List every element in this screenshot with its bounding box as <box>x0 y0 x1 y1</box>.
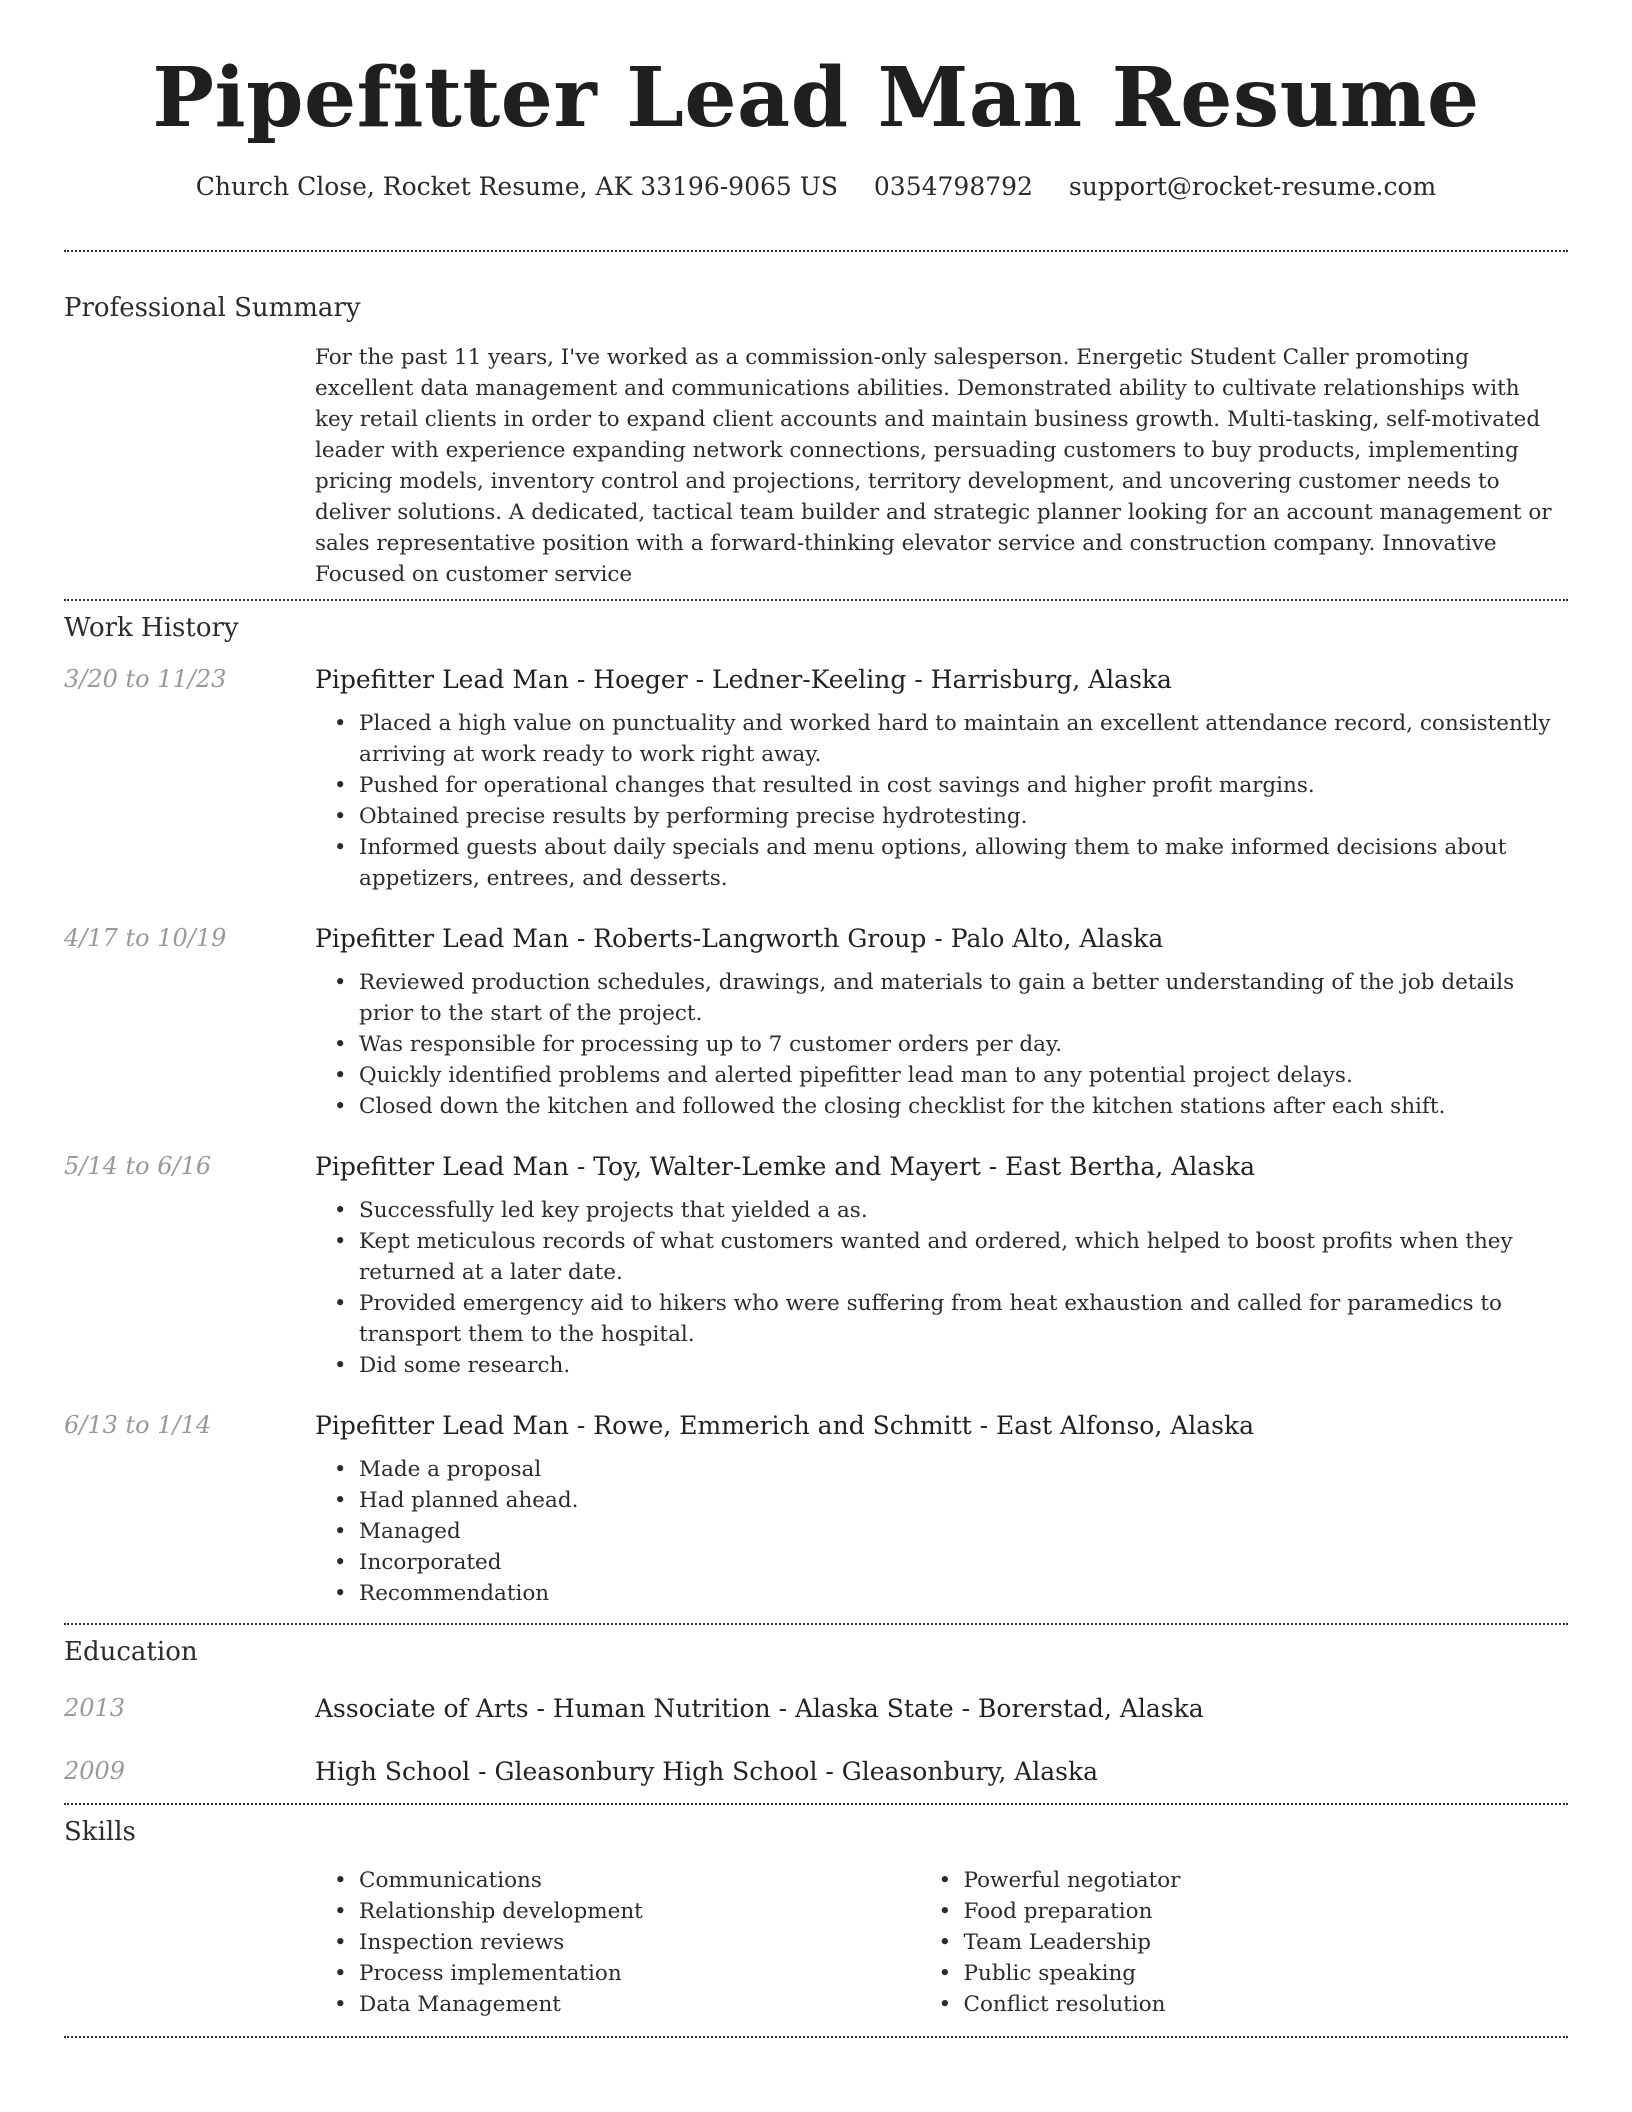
divider <box>64 2036 1568 2038</box>
job-title: Pipefitter Lead Man - Rowe, Emmerich and Schmitt - East Alfonso, Alaska <box>315 1411 1255 1440</box>
job-title: Pipefitter Lead Man - Hoeger - Ledner-Keeling - Harrisburg, Alaska <box>315 665 1172 694</box>
job-bullet: • Quickly identified problems and alerted pipefitter lead man to any potential project delays. <box>359 1060 1569 1091</box>
work-heading: Work History <box>64 613 239 643</box>
job-bullets <box>359 1454 1569 1609</box>
summary-text: For the past 11 years, I've worked as a commission-only salesperson. Energetic Student Caller promoting excellent data management and communications abilities. Demonstrated ability to cultivate relationships with key retail clients in order to expand client accounts and maintain business growth. Multi-tasking, self-motivated leader with experience expanding network connections, persuading customers to buy products, implementing pricing models, inventory control and projections, territory development, and uncovering customer needs to deliver solutions. A dedicated, tactical team builder and strategic planner looking for an account management or sales representative position with a forward-thinking elevator service and construction company. Innovative Focused on customer service <box>315 345 1552 587</box>
job-bullets <box>359 708 1569 894</box>
contact-address: Church Close, Rocket Resume, AK 33196-9065 US <box>195 172 838 201</box>
contact-phone: 0354798792 <box>873 172 1033 201</box>
skill-item: • Communications <box>359 1865 964 1896</box>
skill-item: • Public speaking <box>964 1958 1569 1989</box>
summary-heading: Professional Summary <box>64 293 361 323</box>
skill-item: • Relationship development <box>359 1896 964 1927</box>
job-bullet: • Had planned ahead. <box>359 1485 1569 1516</box>
skills-section <box>64 1805 1568 2020</box>
skill-item: • Process implementation <box>359 1958 964 1989</box>
skills-list-right <box>964 1865 1569 2020</box>
skills-heading: Skills <box>64 1817 136 1847</box>
job-entry <box>64 1411 1568 1609</box>
skill-item: • Conflict resolution <box>964 1989 1569 2020</box>
skills-list-left <box>359 1865 964 2020</box>
job-bullet: • Did some research. <box>359 1350 1569 1381</box>
job-dates: 3/20 to 11/23 <box>64 665 227 693</box>
education-year: 2009 <box>64 1757 126 1785</box>
job-bullet: • Pushed for operational changes that resulted in cost savings and higher profit margins. <box>359 770 1569 801</box>
summary-section <box>64 252 1568 590</box>
job-bullet: • Successfully led key projects that yielded a as. <box>359 1195 1569 1226</box>
job-dates: 5/14 to 6/16 <box>64 1152 212 1180</box>
work-section <box>64 601 1568 1609</box>
contact-line <box>64 172 1568 208</box>
job-bullets <box>359 967 1569 1122</box>
job-bullet: • Recommendation <box>359 1578 1569 1609</box>
skill-item: • Data Management <box>359 1989 964 2020</box>
skill-item: • Team Leadership <box>964 1927 1569 1958</box>
education-title: Associate of Arts - Human Nutrition - Alaska State - Borerstad, Alaska <box>315 1694 1204 1723</box>
skill-item: • Food preparation <box>964 1896 1569 1927</box>
skill-item: • Powerful negotiator <box>964 1865 1569 1896</box>
job-bullet: • Closed down the kitchen and followed the closing checklist for the kitchen stations after each shift. <box>359 1091 1569 1122</box>
job-bullet: • Kept meticulous records of what customers wanted and ordered, which helped to boost profits when they returned at a later date. <box>359 1226 1569 1288</box>
education-year: 2013 <box>64 1694 126 1722</box>
job-title: Pipefitter Lead Man - Toy, Walter-Lemke and Mayert - East Bertha, Alaska <box>315 1152 1256 1181</box>
resume-title: Pipefitter Lead Man Resume <box>152 50 1480 146</box>
job-bullet: • Managed <box>359 1516 1569 1547</box>
job-bullet: • Incorporated <box>359 1547 1569 1578</box>
resume-page <box>64 0 1568 2038</box>
job-bullets <box>359 1195 1569 1381</box>
skill-item: • Inspection reviews <box>359 1927 964 1958</box>
job-entry <box>64 1152 1568 1381</box>
job-dates: 4/17 to 10/19 <box>64 924 227 952</box>
job-bullet: • Reviewed production schedules, drawings, and materials to gain a better understanding of the job details prior to the start of the project. <box>359 967 1569 1029</box>
education-entry <box>64 1757 1568 1786</box>
job-bullet: • Placed a high value on punctuality and worked hard to maintain an excellent attendance record, consistently arriving at work ready to work right away. <box>359 708 1569 770</box>
job-bullet: • Provided emergency aid to hikers who were suffering from heat exhaustion and called for paramedics to transport them to the hospital. <box>359 1288 1569 1350</box>
education-section <box>64 1625 1568 1786</box>
education-entry <box>64 1694 1568 1723</box>
skills-columns <box>359 1865 1568 2020</box>
job-dates: 6/13 to 1/14 <box>64 1411 212 1439</box>
job-bullet: • Was responsible for processing up to 7 customer orders per day. <box>359 1029 1569 1060</box>
education-heading: Education <box>64 1637 198 1667</box>
job-title: Pipefitter Lead Man - Roberts-Langworth Group - Palo Alto, Alaska <box>315 924 1164 953</box>
job-bullet: • Obtained precise results by performing precise hydrotesting. <box>359 801 1569 832</box>
job-entry <box>64 665 1568 894</box>
contact-email: support@rocket-resume.com <box>1068 172 1437 201</box>
job-entry <box>64 924 1568 1122</box>
education-title: High School - Gleasonbury High School - Gleasonbury, Alaska <box>315 1757 1099 1786</box>
job-bullet: • Informed guests about daily specials and menu options, allowing them to make informed decisions about appetizers, entrees, and desserts. <box>359 832 1569 894</box>
job-bullet: • Made a proposal <box>359 1454 1569 1485</box>
